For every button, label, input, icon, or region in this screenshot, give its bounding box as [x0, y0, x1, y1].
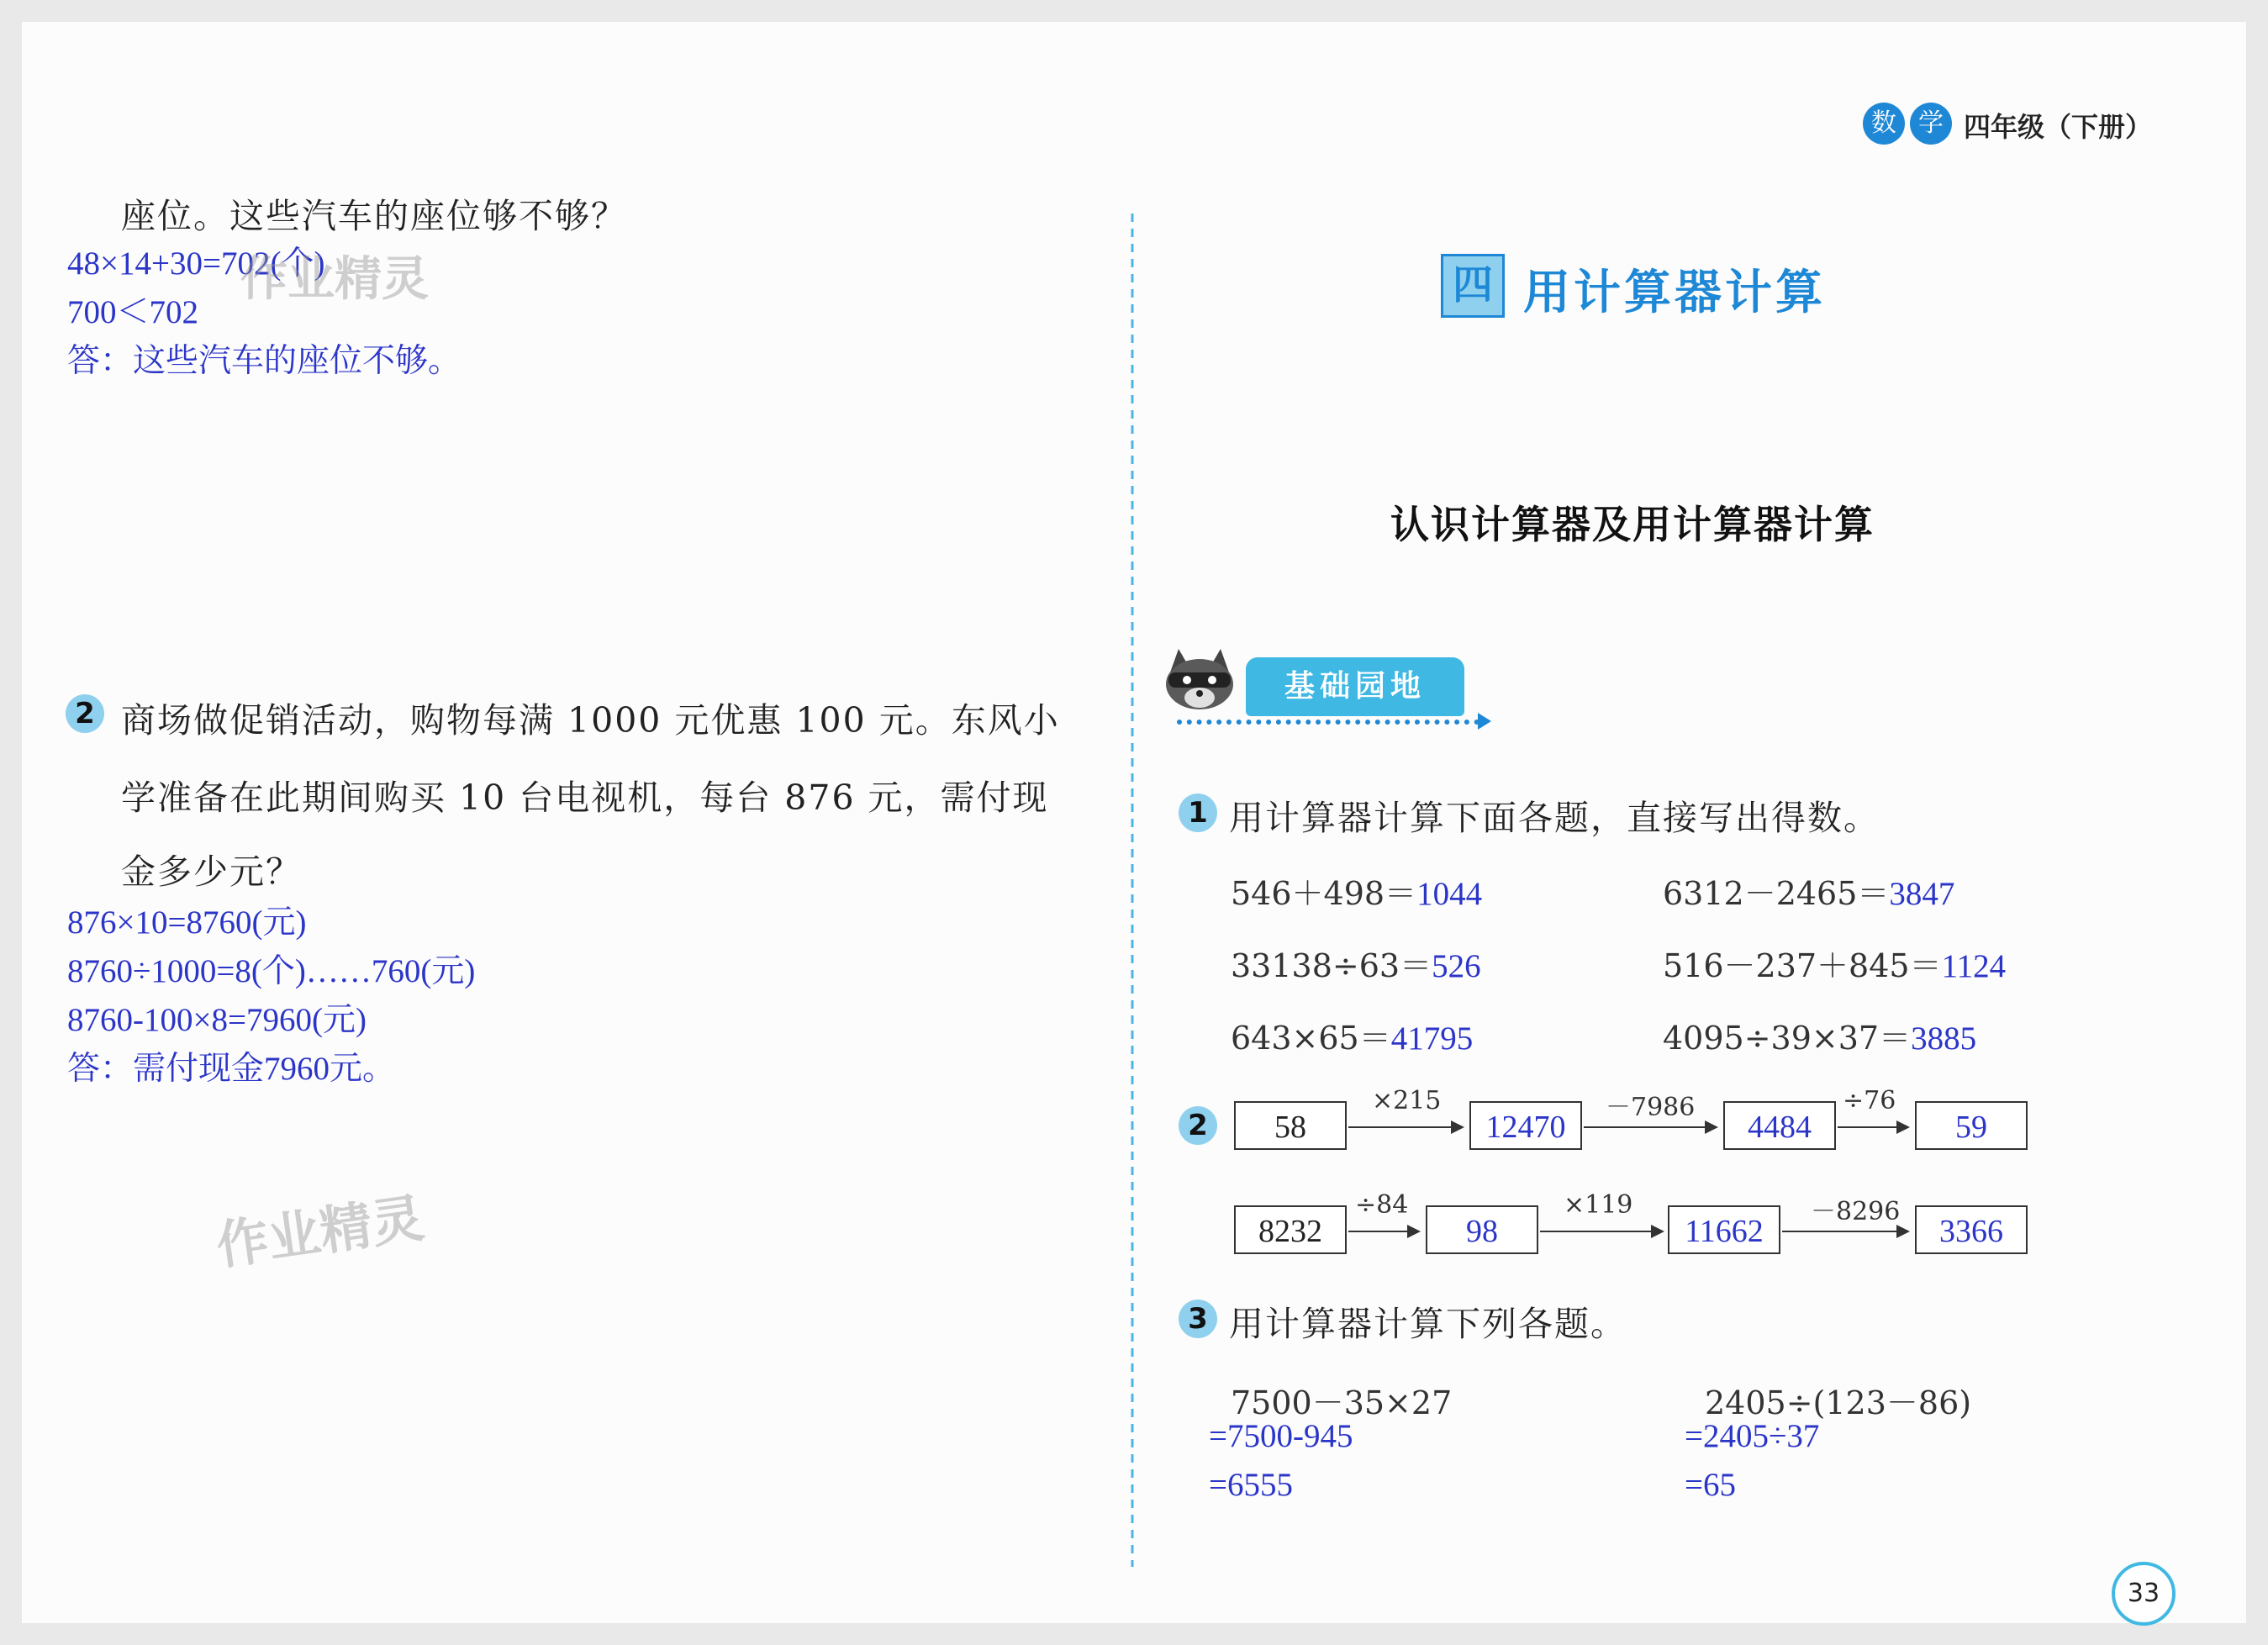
q1-expression: 546＋498＝: [1231, 875, 1417, 912]
q2-arrow: [1348, 1126, 1463, 1128]
q1-answer: 41795: [1390, 1020, 1474, 1057]
section-title: 认识计算器及用计算器计算: [1390, 502, 1875, 547]
q3-left-expression: 7500－35×27: [1231, 1384, 1453, 1421]
q1-prompt: 用计算器计算下面各题，直接写出得数。: [1229, 798, 1880, 838]
q2-operation: ÷84: [1355, 1190, 1409, 1220]
q1-item: [1231, 940, 1481, 986]
q3-right-step: =2405÷37: [1685, 1418, 1820, 1454]
q1-item: [1663, 867, 1954, 914]
problem2-line: 学准备在此期间购买 10 台电视机，每台 876 元，需付现: [121, 778, 1049, 818]
q3-prompt: 用计算器计算下列各题。: [1229, 1304, 1627, 1344]
q2-operation: －7986: [1606, 1093, 1696, 1122]
banner-dotted-line: [1177, 720, 1479, 725]
q3-left-step: =6555: [1209, 1467, 1293, 1503]
q2-number: 2: [1179, 1106, 1217, 1145]
page-divider: [1126, 214, 1138, 1567]
q2-arrow: [1540, 1231, 1663, 1232]
problem2-line: 商场做促销活动，购物每满 1000 元优惠 100 元。东风小: [121, 700, 1060, 741]
q2-arrow: [1584, 1126, 1717, 1128]
problem1-tail: 座位。这些汽车的座位够不够？: [121, 196, 627, 236]
q2-arrow: [1838, 1126, 1908, 1128]
subject-badge-2: 学: [1910, 103, 1952, 145]
q1-item: [1231, 867, 1482, 914]
q2-operation: －8296: [1811, 1197, 1901, 1226]
q2-answer-box: 11662: [1668, 1205, 1780, 1254]
q1-answer: 1044: [1416, 876, 1483, 912]
q1-expression: 33138÷63＝: [1231, 947, 1432, 984]
chapter-number: 四: [1441, 254, 1505, 318]
q1-item: [1231, 1012, 1473, 1058]
q2-arrow: [1348, 1231, 1419, 1232]
watermark: 作业精灵: [212, 1187, 428, 1277]
problem2-answer-line: 答：需付现金7960元。: [67, 1051, 396, 1087]
q2-arrow: [1782, 1231, 1908, 1232]
q1-answer: 3847: [1889, 876, 1955, 912]
q2-answer-box: 3366: [1915, 1205, 2028, 1254]
section-banner: 基础园地: [1246, 657, 1464, 716]
q1-expression: 6312－2465＝: [1663, 875, 1890, 912]
q2-answer-box: 98: [1426, 1205, 1538, 1254]
watermark: 作业精灵: [240, 252, 429, 307]
mascot-icon: [1162, 647, 1237, 714]
q1-number: 1: [1179, 794, 1217, 832]
q1-expression: 643×65＝: [1231, 1020, 1391, 1057]
problem1-answer-line: 48×14+30=702(个): [67, 245, 325, 282]
q1-answer: 3885: [1911, 1020, 1977, 1057]
q2-operation: ×119: [1564, 1190, 1633, 1220]
q1-expression: 516－237＋845＝: [1663, 947, 1942, 984]
q2-operation: ÷76: [1843, 1086, 1896, 1115]
problem2-line: 金多少元？: [121, 851, 302, 892]
q3-number: 3: [1179, 1300, 1217, 1338]
problem2-answer-line: 8760÷1000=8(个)……760(元): [67, 953, 476, 989]
q1-expression: 4095÷39×37＝: [1663, 1020, 1912, 1057]
q3-right-step: =65: [1685, 1467, 1736, 1503]
q3-left-step: =7500-945: [1209, 1418, 1353, 1454]
q1-answer: 1124: [1941, 948, 2007, 984]
problem1-answer-line: 答：这些汽车的座位不够。: [67, 343, 462, 379]
problem1-answer-line: 700＜702: [67, 294, 199, 330]
q2-answer-box: 59: [1915, 1101, 2028, 1150]
problem2-number: 2: [66, 694, 104, 733]
chapter-title: 用计算器计算: [1523, 266, 1826, 320]
grade-label: 四年级（下册）: [1964, 111, 2153, 143]
workbook-spread: [22, 22, 2246, 1623]
q2-start-box: 58: [1234, 1101, 1347, 1150]
q3-right-expression: 2405÷(123－86): [1705, 1384, 1972, 1421]
problem2-answer-line: 876×10=8760(元): [67, 904, 307, 941]
q1-answer: 526: [1432, 948, 1481, 984]
banner-arrowhead: [1478, 713, 1491, 730]
problem2-answer-line: 8760-100×8=7960(元): [67, 1002, 367, 1038]
q1-item: [1663, 940, 2006, 986]
page-number: 33: [2112, 1562, 2176, 1626]
q2-operation: ×215: [1372, 1086, 1442, 1115]
subject-badge-1: 数: [1863, 103, 1905, 145]
q2-answer-box: 12470: [1469, 1101, 1582, 1150]
q2-start-box: 8232: [1234, 1205, 1347, 1254]
q2-answer-box: 4484: [1723, 1101, 1836, 1150]
q1-item: [1663, 1012, 1976, 1058]
